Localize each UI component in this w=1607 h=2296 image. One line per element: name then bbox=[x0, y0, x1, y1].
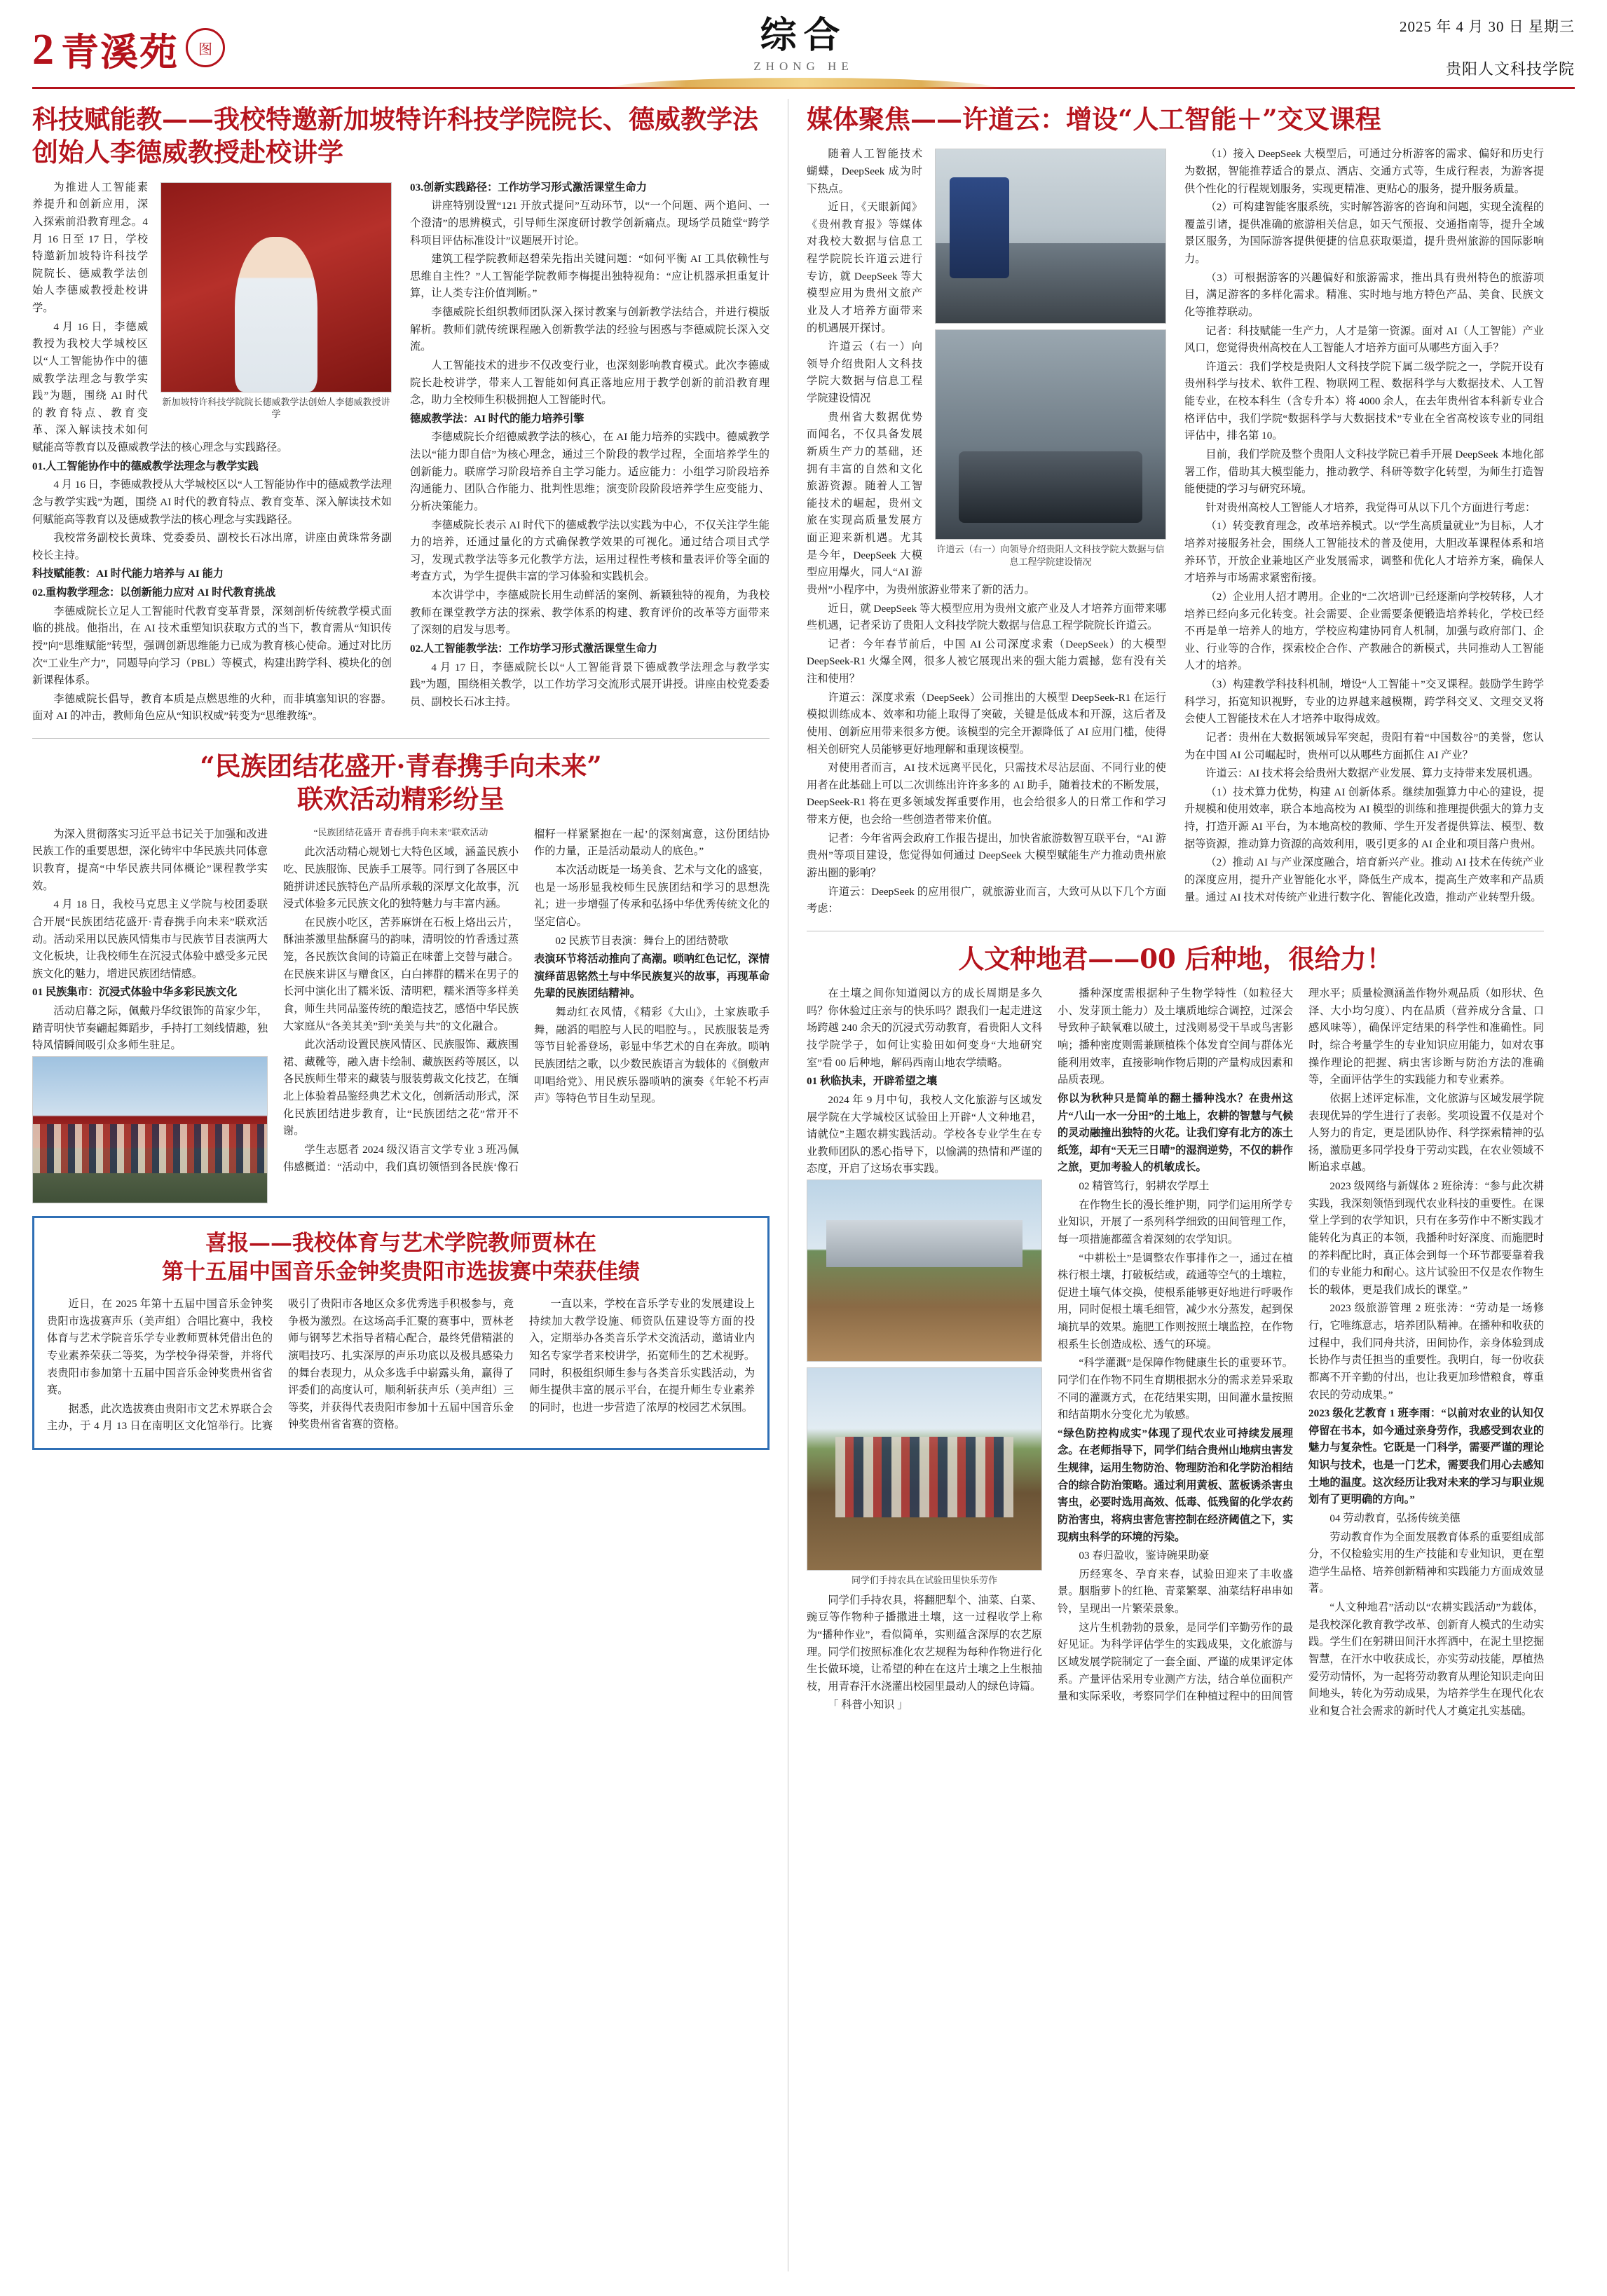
paragraph: 同学们手持农具，将翻肥犁个、油菜、白菜、豌豆等作物种子播撒进土壤，这一过程收学上称为“播种作业”，看似简单，实则蕴含深厚的农艺原理。同学们按照标准化农艺规程为每种作物进行化生长做环境，让希望的种在在这片土壤之上生根抽枝，用青春汗水浇灌出校园里最动人的绿色诗篇。 bbox=[807, 1594, 1042, 1693]
paragraph: 学生志愿者 2024 级汉语言文学专业 3 班冯佩伟感概道：“活动中，我们真切领悟到各民族‘像石榴籽一样紧紧抱在一起’的深刻寓意，这份团结协作的力量，正是活动最动人的底色。” bbox=[283, 828, 770, 1173]
paper-brand: 青溪苑 bbox=[61, 29, 179, 74]
left-column bbox=[32, 99, 788, 2271]
article-5-title-line1: 喜报——我校体育与艺术学院教师贾林在 bbox=[205, 1230, 596, 1256]
paragraph: 此次活动精心规划七大特色区域，涵盖民族小吃、民族服饰、民族手工展等。同行到了各展区中随拼讲述民族特色产品所承载的深厚文化故事，沉浸式体验多元民族文化的独特魅力与丰富内涵。 bbox=[283, 846, 519, 910]
subheading: 02.人工智能教学法：工作坊学习形式激活课堂生命力 bbox=[410, 642, 658, 655]
subheading: 表演环节将活动推向了高潮。唢呐红色记忆，深情演绎苗思铭然土与中华民族复兴的故事，再现革命先辈的民族团结精神。 bbox=[534, 953, 770, 1000]
paragraph: 李德威院长倡导，教育本质是点燃思维的火种，而非填塞知识的容器。面对 AI 的冲击，教师角色应从“知识权威”转变为“思维教练”。 bbox=[32, 692, 392, 723]
article-1-figure bbox=[160, 182, 392, 421]
article-1-photo bbox=[160, 182, 392, 392]
subheading: 01.人工智能协作中的德威教学法理念与教学实践 bbox=[32, 460, 259, 472]
paragraph: 记者：今年春节前后，中国 AI 公司深度求索（DeepSeek）的大模型 DeepSeek-R1 火爆全网，很多人被它展现出来的强大能力震撼，您有没有关注和使用？ bbox=[807, 638, 1166, 685]
article-5-title-line2: 第十五届中国音乐金钟奖贵阳市选拔赛中荣获佳绩 bbox=[162, 1259, 640, 1285]
article-3-caption: “民族团结花盛开 青春携手向未来”联欢活动 bbox=[313, 826, 488, 838]
paragraph: 李德威院长组织教师团队深入探讨教案与创新教学法结合，并进行模版解析。教师们就传统课程融入创新教学法的经验与困惑与李德威院长深入交流。 bbox=[410, 306, 770, 353]
paragraph: 建筑工程学院教师赵碧荣先指出关键问题：“如何平衡 AI 工具依赖性与思维自主性？”人工智能学院教师李梅提出独特视角：“应让机器承担重复计算，让人类专注价值判断。” bbox=[410, 253, 770, 300]
article-2-caption: 许道云（右一）向领导介绍贵阳人文科技学院大数据与信息工程学院建设情况 bbox=[936, 544, 1165, 567]
paragraph: 播种深度需根据种子生物学特性（如粒径大小、发芽顶土能力）及土壤质地综合调控，过深会导致种子缺氧难以破土，过浅则易受干旱或鸟害影响；播种密度则需兼顾植株个体发育空间与群体光能利用效率，直接影响作物后期的产量构成因素和品质表现。 bbox=[1058, 988, 1293, 1086]
paragraph: 人工智能技术的进步不仅改变行业，也深刻影响教育模式。此次李德威院长赴校讲学，带来人工智能如何真正落地应用于教学创新的前沿教育理念，助力全校师生积极拥抱人工智能时代。 bbox=[410, 359, 770, 406]
article-3-body bbox=[32, 826, 770, 1203]
article-3-title-line1: “民族团结花盛开·青春携手向未来” bbox=[200, 751, 602, 782]
masthead bbox=[32, 0, 1575, 83]
masthead-left bbox=[32, 28, 225, 83]
article-5-box bbox=[32, 1216, 770, 1450]
paragraph: 在作物生长的漫长维护期，同学们运用所学专业知识，开展了一系列科学细致的田间管理工作，每一项措施都蕴含着深刻的农学知识。 bbox=[1058, 1198, 1293, 1245]
article-4-body bbox=[807, 985, 1544, 1720]
article-4-photo-bottom bbox=[807, 1367, 1042, 1571]
paragraph: （2）推动 AI 与产业深度融合，培育新兴产业。推动 AI 技术在传统产业的深度应用，提升产业智能化水平，降低生产成本，提高生产效率和产品质量。通过 AI 技术对传统产业进行数字化、智能化改造，推动产业转型升级。 bbox=[1184, 856, 1544, 903]
subheading: 03.创新实践路径：工作坊学习形式激活课堂生命力 bbox=[410, 181, 647, 193]
paragraph: 在民族小吃区，苦荞麻饼在石板上烙出云片，酥油茶激里盐酥腐马的韵味，清明饺的竹香透过蒸笼，各民族饮食间的诗篇正在味蕾上交替与融合。在民族来讲区与赠食区，白白摔群的糯米在男子的长河中演化出了糯米饭、清明粑，糯米酒等多样美食，师生共同品鉴传统的酿造技艺，感悟中华民族大家庭从“各美其美”到“美美与共”的文化融合。 bbox=[283, 916, 519, 1032]
paragraph: “中耕松土”是调整农作事排作之一，通过在植株行根土壤，打破板结或，疏通等空气的土壤粒，促进土壤气体交换，使根系能够更好地进行呼吸作用，同时促根土壤毛细管，减少水分蒸发，起到保墒抗旱的效果。施肥工作则按照土壤监控，在作物根系生长创造成松、透气的环境。 bbox=[1058, 1252, 1293, 1351]
article-3-title-line2: 联欢活动精彩纷呈 bbox=[297, 784, 505, 815]
subheading: 01 秋临执耒，开辟希望之壤 bbox=[807, 1075, 938, 1088]
masthead-right bbox=[1400, 15, 1575, 79]
subheading: 01 民族集市：沉浸式体验中华多彩民族文化 bbox=[32, 986, 238, 999]
page-columns bbox=[32, 99, 1575, 2271]
paragraph: 历经寒冬、孕育来春，试验田迎来了丰收盛景。胭脂萝卜的红艳、青菜繁翠、油菜结籽串串如铃，呈现出一片繁荣景象。 bbox=[1058, 1568, 1293, 1615]
paragraph: 我校常务副校长黄珠、党委委员、副校长石冰出席，讲座由黄珠常务副校长主持。 bbox=[32, 532, 392, 561]
paragraph: 目前，我们学院及整个贵阳人文科技学院已着手开展 DeepSeek 本地化部署工作，借助其大模型能力，推动教学、科研等数字化转型，为师生打造智能便捷的学习与研究环境。 bbox=[1184, 448, 1544, 496]
section-header bbox=[32, 6, 1575, 89]
paragraph: 记者：贵州在大数据领域异军突起，贵阳有着“中国数谷”的美誉，您认为在中国 AI 公司崛起时，贵州可以从哪些方面抓住 AI 产业？ bbox=[1184, 731, 1544, 761]
subheading: 科技赋能教：AI 时代能力培养与 AI 能力 bbox=[32, 568, 224, 580]
paragraph: 许道云：DeepSeek 的应用很广，就旅游业而言，大致可从以下几个方面考虑： bbox=[807, 885, 1166, 915]
article-4-title: 人文种地君——00 后种地，很给力！ bbox=[958, 943, 1393, 974]
paragraph: 许道云：我们学校是贵阳人文科技学院下属二级学院之一，学院开设有贵州科学与技术、软件工程、物联网工程、数据科学与大数据技术、人工智能专业，在校本科生（含专升本）将 4000 余人，在去年贵州省本科新专业合格评估中，我们学院“数据科学与大数据技术”专业在全省高校该专业的同组评估中，排名第 10。 bbox=[1184, 360, 1544, 442]
article-4-figure bbox=[807, 1180, 1042, 1587]
paragraph: “人文种地君”活动以“农耕实践活动”为载体，是我校深化教育教学改革、创新育人模式的生动实践。学生们在躬耕田间汗水挥洒中，在泥土里挖掘智慧，在汗水中收获成长，亦实劳动技能，厚植热爱劳动情怀，为一起将劳动教育从理论知识走向田间地头，转化为劳动成果，为培养学生在现代化农业和复合社会需求的新时代人才奠定扎实基础。 bbox=[1308, 1601, 1544, 1717]
paragraph: 李德威院长立足人工智能时代教育变革背景，深刻剖析传统教学模式面临的挑战。他指出，在 AI 技术重塑知识获取方式的当下，教育需从“知识传授”向“思维赋能”转型，强调创新思维能力已成为教育核心使命。通过对比历次“工业生产力”，同题导向学习（PBL）等模式，构建出跨学科、模块化的创新课程体系。 bbox=[32, 605, 392, 687]
article-2-photo-bottom bbox=[935, 329, 1166, 540]
paragraph: 此次活动设置民族风情区、民族服饰、藏族围裙、藏靴等，融入唐卡绘制、藏族医药等展区，以各民族师生带来的藏装与服装剪裁文化技艺，在缅北上体验着品鉴经典艺术文化，创新活动形式，深化民族团结进步教育，让“民族团结之花”常开不谢。 bbox=[283, 1039, 519, 1137]
paragraph: （3）构建教学科技科机制，增设“人工智能＋”交叉课程。鼓励学生跨学科学习，拓宽知识视野，专业的边界越来越模糊，跨学科交叉、文理交叉将会使人工智能技术在人才培养中取得成效。 bbox=[1184, 678, 1544, 725]
article-2-title: 媒体聚焦——许道云：增设“人工智能＋”交叉课程 bbox=[807, 104, 1381, 135]
paragraph: 一直以来，学校在音乐学专业的发展建设上持续加大教学设施、师资队伍建设等方面的投入，定期举办各类音乐学术交流活动，邀请业内知名专家学者来校讲学，拓宽师生的艺术视野。同时，积极组织师生参与各类音乐实践活动，为师生提供丰富的展示平台，在提升师生专业素养的同时，也进一步营造了浓厚的校园艺术氛围。 bbox=[529, 1298, 755, 1414]
right-column bbox=[788, 99, 1544, 2271]
paragraph: 本次活动既是一场美食、艺术与文化的盛宴，也是一场形显我校师生民族团结和学习的思想洗礼；进一步增强了传承和弘扬中华优秀传统文化的坚定信心。 bbox=[534, 864, 770, 928]
article-3-photo bbox=[32, 1056, 268, 1203]
paragraph: 为深入贯彻落实习近平总书记关于加强和改进民族工作的重要思想，深化铸牢中华民族共同体意识教育，提高“中华民族共同体概论”课程教学实效。 bbox=[32, 828, 268, 892]
issue-date: 2025 年 4 月 30 日 星期三 bbox=[1400, 18, 1575, 35]
paragraph: 据悉，此次选拔赛由贵阳市文艺术界联合会主办，于 4 月 13 日在南明区文化馆举行。比赛吸引了贵阳市各地区众多优秀选手积极参与，竞争极为激烈。在这场高手汇聚的赛事中，贾林老师与钢琴艺术指导者精心配合，最终凭借精湛的演唱技巧、扎实深厚的声乐功底以及极具感染力的舞台表现力，从众多选手中崭露头角，赢得了评委们的高度认可，顺利斩获声乐（美声组）三等奖，并获得代表贵阳市参加十五届中国音乐金钟奖贵州省省赛的资格。 bbox=[47, 1298, 514, 1433]
subheading: 2023 级化艺教育 1 班李雨：“以前对农业的认知仅停留在书本，如今通过亲身劳作，我感受到农业的魅力与复杂性。它既是一门科学，需要严谨的理论知识与技术，也是一门艺术，需要我们用心去感知土地的温度。这次经历让我对未来的学习与职业规划有了更明确的方向。” bbox=[1308, 1407, 1544, 1506]
paragraph: 活动启幕之际，佩戴丹华纹银饰的苗家少年，踏青明快节奏翩起舞蹈步，手持打工刻线情趣，独特风情瞬间吸引众多师生驻足。 bbox=[32, 1005, 268, 1052]
organization-name: 贵阳人文科技学院 bbox=[1445, 60, 1575, 78]
paragraph: 李德威院长介绍德威教学法的核心，在 AI 能力培养的实践中。德威教学法以“能力即自信”为核心理念，通过三个阶段的教学过程，全面培养学生的创新能力。联席学习阶段培养自主学习能力。适应能力：小组学习阶段培养沟通能力、团队合作能力、批判性思维；演变阶段阶段培养学生应变能力、分析决策能力。 bbox=[410, 431, 770, 512]
subheading: 德威教学法：AI 时代的能力培养引擎 bbox=[410, 412, 584, 425]
article-4-photo-top bbox=[807, 1180, 1042, 1362]
article-2-body bbox=[807, 146, 1544, 918]
paragraph: 4 月 18 日，我校马克思主义学院与校团委联合开展“民族团结花盛开·青春携手向未来”联欢活动。活动采用以民族风情集市与民族节目表演两大文化板块，让我校师生在沉浸式体验中感受多元民族文化的魅力，增进民族团结情感。 bbox=[32, 898, 268, 980]
paragraph: 02 精管笃行，躬耕农学厚土 bbox=[1079, 1180, 1210, 1193]
seal-icon: 图 bbox=[186, 28, 225, 67]
article-2-photo-top bbox=[935, 149, 1166, 324]
paragraph: 讲座特别设置“121 开放式提问”互动环节，以“一个问题、两个追问、一个澄清”的思辨模式，引导师生深度研讨教学创新痛点。现场学员随堂“跨学科项目评估标准设计”议题展开讨论。 bbox=[410, 200, 770, 247]
paragraph: “科学灌溉”是保障作物健康生长的重要环节。同学们在作物不同生育期根据水分的需求差异采取不同的灌溉方式，在花结果实期，田间灌水量按照和结苗期水分变化尤为敏感。 bbox=[1058, 1357, 1293, 1421]
paragraph: 近日，在 2025 年第十五届中国音乐金钟奖贵阳市选拔赛声乐（美声组）合唱比赛中，我校体育与艺术学院音乐学专业教师贾林凭借出色的专业素养荣获二等奖，为学校争得荣誉，并将代表贵阳市参加第十五届中国音乐金钟奖贵州省省赛。 bbox=[47, 1298, 273, 1397]
paragraph: 许道云（右一）向领导介绍贵阳人文科技学院大数据与信息工程学院建设情况 bbox=[807, 341, 922, 405]
paragraph: 近日，《天眼新闻》《贵州教育报》等媒体对我校大数据与信息工程学院院长许道云进行专访，就 DeepSeek 等大模型应用为贵州文旅产业及人才培养方面带来的机遇展开探讨。 bbox=[807, 201, 922, 334]
paragraph: （2）企业用人招才聘用。企业的“二次培训”已经逐渐向学校转移，人才培养已经向多元化转变。社会需要、企业需要条便锻造培养转化，学校已经不再是单一培养人的地方，学校应构建协同育人机制，加强与政府部门、企业、行业等的合作，探索校企合作、产教融合的新模式，共同推动人工智能人才的培养。 bbox=[1184, 590, 1544, 672]
paragraph: 许道云：深度求索（DeepSeek）公司推出的大模型 DeepSeek-R1 在运行模拟训练成本、效率和功能上取得了突破，关键是低成本和开源，这后者及使用、创新应用带来很多方便。该模型的完全开源降低了 AI 应用门槛，使得相关创研究人员能够更好地理解和重现该模型。 bbox=[807, 691, 1166, 756]
paragraph: 2023 级旅游管理 2 班张涛：“劳动是一场修行，它唯练意志，培养团队精神。在播种和收获的过程中，我们同舟共济，田间协作，亲身体验到成长协作与责任担当的重要性。我明白，每一份收获都离不开辛勤的付出，也让我更加珍惜粮食，尊重农民的劳动成果。” bbox=[1308, 1302, 1544, 1401]
paragraph: 03 春归盈收，鉴诗碗果助豪 bbox=[1079, 1550, 1210, 1562]
subheading: 你以为秋种只是简单的翻土播种浅水？在贵州这片“八山一水一分田”的土地上，农耕的智慧与气候的灵动融撞出独特的火花。让我们穿有北方的冻土纸笼，却有“天无三日晴”的湿润逆势，不仅的耕作之旅，更加考验人的机敏成长。 bbox=[1058, 1092, 1293, 1174]
article-5-body bbox=[47, 1296, 755, 1435]
paragraph: 本次讲学中，李德威院长用生动鲜活的案例、新颖独特的视角，为我校教师在课堂教学方法的探索、教学体系的构建、教育评价的改革等方面带来了深刻的启发与思考。 bbox=[410, 589, 770, 636]
paragraph: 对使用者而言，AI 技术远离平民化，只需技术尽沾层面、不同行业的使用者在此基础上可以二次训练出许许多多的 AI 助手，随着技术的不断发展，DeepSeek-R1 将在更多领域发挥重要作用，也会给很多人的日常工作和学习带来方便，也会给一些创造者带来价值。 bbox=[807, 762, 1166, 826]
paragraph: 许道云：AI 技术将会给贵州大数据产业发展、算力支持带来发展机遇。 bbox=[1205, 767, 1539, 780]
article-5-title bbox=[47, 1229, 755, 1287]
paragraph: 「 科普小知识 」 bbox=[828, 1699, 908, 1711]
subheading: 02.重构教学理念：以创新能力应对 AI 时代教育挑战 bbox=[32, 587, 276, 599]
article-1-caption: 新加坡特许科技学院院长德威教学法创始人李德威教授讲学 bbox=[162, 396, 390, 420]
paragraph: 劳动教育作为全面发展教育体系的重要组成部分，不仅检验实用的生产技能和专业知识，更在塑造学生品格、培养创新精神和实践能力方面成效显著。 bbox=[1308, 1531, 1544, 1595]
paragraph: 4 月 16 日，李德威教授从大学城校区以“人工智能协作中的德威教学法理念与教学实践”为题，围绕 AI 时代的教育特点、教育变革、深入解读技术如何赋能高等教育以及德威教学法的核心理念与实践路径。 bbox=[32, 479, 392, 526]
article-1-title: 科技赋能教——我校特邀新加坡特许科技学院院长、德威教学法创始人李德威教授赴校讲学 bbox=[32, 104, 758, 168]
paragraph: 4 月 16 日，李德威教授为我校大学城校区以“人工智能协作中的德威教学法理念与教学实践”为题，围绕 AI 时代的教育特点、教育变革、深入解读技术如何赋能高等教育以及德威教学法的核心理念与实践路径。 bbox=[32, 320, 288, 454]
paragraph: 4 月 17 日，李德威院长以“人工智能背景下德威教学法理念与教学实践”为题，围绕相关教学，以工作坊学习交流形式展开讲授。讲座由校党委委员、副校长石冰主持。 bbox=[410, 661, 770, 708]
paragraph: 这片生机勃勃的景象，是同学们辛勤劳作的最好见证。为科学评估学生的实践成果，文化旅游与区域发展学院制定了一套全面、严谨的成果评定体系。产量评估采用专业测产方法，结合单位面积产量和实际采收，考察同学们在种植过程中的田间管理水平；质量检测涵盖作物外观品质（如形状、色泽、大小均匀度）、内在品质（营养成分含量、口感风味等），确保评定结果的科学性和准确性。同时，综合考量学生的专业知识应用能力，如对农事操作理论的把握、病虫害诊断与防治方法的准确等，全面评估学生的实践能力和专业素养。 bbox=[1058, 988, 1544, 1703]
paragraph: 2023 级网络与新媒体 2 班徐涛：“参与此次耕实践，我深刻领悟到现代农业科技的重要性。在课堂上学到的农学知识，只有在多劳作中不断实践才能转化为真正的本领，我播种时好深度、而施肥时的养料配比时，真正体会到每一个环节都要靠着我们的专业能力和耐心。这片试验田不仅是农作物生长的载体，更是我们成长的课堂。” bbox=[1308, 1180, 1544, 1296]
article-1-body bbox=[32, 179, 770, 725]
paragraph: （2）可构建智能客服系统，实时解答游客的咨询和问题，实现全流程的覆盖引诸，提供准确的旅游相关信息，如天气预报、交通指南等，提升全域景区服务，为国际游客提供便捷的信息获取渠道，提升贵州旅游的国际影响力。 bbox=[1184, 201, 1544, 266]
article-2-figure bbox=[935, 149, 1166, 568]
paragraph: 04 劳动教育，弘扬传统美德 bbox=[1329, 1512, 1461, 1524]
article-3-title bbox=[32, 750, 770, 816]
paragraph: 记者：今年省两会政府工作报告提出，加快省旅游数智互联平台，“AI 游贵州”等项目建设，您觉得如何通过 DeepSeek 大模型赋能生产力推动贵州旅游出圈的影响？ bbox=[807, 832, 1166, 879]
masthead-rule bbox=[32, 87, 1575, 89]
paragraph: 在土壤之间你知道阅以方的成长周期是多久吗？你休验过庄亲与的快乐吗？跟我们一起走进这场跨越 240 余天的沉浸式劳动教育，看贵阳人文科技学院学子，如何让实验田如何变身“大地研究室”看 00 后种地，解码西南山地农学绩略。 bbox=[807, 988, 1042, 1069]
paragraph: 随着人工智能技术蝴蝶，DeepSeek 成为时下热点。 bbox=[807, 148, 922, 195]
article-4-caption: 同学们手持农具在试验田里快乐劳作 bbox=[851, 1575, 997, 1586]
paragraph: 02 民族节目表演：舞台上的团结赞歌 bbox=[555, 934, 729, 947]
subheading: “绿色防控构成实”体现了现代农业可持续发展理念。在老师指导下，同学们结合贵州山地病虫害发生规律，运用生物防治、物理防治和化学防治相结合的综合防治策略。通过利用黄板、蓝板诱杀害虫害虫，必要时选用高效、低毒、低残留的化学农药防治害虫，将病虫害危害控制在经济阈值之下，实现病虫科学的环境的污染。 bbox=[1058, 1427, 1293, 1543]
paragraph: 记者：科技赋能一生产力，人才是第一资源。面对 AI（人工智能）产业风口，您觉得贵州高校在人工智能人才培养方面可从哪些方面入手？ bbox=[1184, 324, 1544, 355]
paragraph: 依据上述评定标准，文化旅游与区域发展学院表现优异的学生进行了表彰。奖项设置不仅是对个人努力的肯定，更是团队协作、科学探索精神的弘扬，激励更多同学投身于劳动实践，在农业领域不断追求卓越。 bbox=[1308, 1092, 1544, 1174]
section-title-cn: 综合 bbox=[760, 14, 847, 57]
article-divider bbox=[32, 738, 770, 739]
paragraph: 2024 年 9 月中旬，我校人文化旅游与区域发展学院在大学城校区试验田上开辟“人文种地君，请就位”主题农耕实践活动。学校各专业学生在专业教师团队的悉心指导下，以愉满的热情和严谨的态度，开启了这场农事实践。 bbox=[807, 1093, 1042, 1175]
paragraph: （3）可根据游客的兴趣偏好和旅游需求，推出具有贵州特色的旅游项目，满足游客的多样化需求。精准、实时地与地方特色产品、美食、民族文化等推荐联动。 bbox=[1184, 271, 1544, 318]
paragraph: 近日，就 DeepSeek 等大模型应用为贵州文旅产业及人才培养方面带来哪些机遇，记者采访了贵阳人文科技学院大数据与信息工程学院院长许道云。 bbox=[807, 602, 1166, 632]
paragraph: （1）转变教育理念，改革培养模式。以“学生高质量就业”为目标，人才培养对接服务社会，围绕人工智能技术的普及使用，大胆改革课程体系和培养环节，开放企业兼地区产业发展需求，调整和优化人才培养方案，确保人才培养与市场需求紧密衔接。 bbox=[1184, 520, 1544, 585]
section-title-en: ZHONG HE bbox=[753, 60, 854, 73]
paragraph: 贵州省大数据优势而闻名，不仅具备发展新质生产力的基础，还拥有丰富的自然和文化旅游资源。随着人工智能技术的崛起，贵州文旅在实现高质量发展方面正迎来新机遇。尤其是今年，DeepSeek 大模型应用爆火，同人“AI 游贵州”小程序中，为贵州旅游业带来了新的活力。 bbox=[807, 411, 1035, 596]
page-number: 2 bbox=[32, 26, 54, 74]
paragraph: 针对贵州高校人工智能人才培养，我觉得可从以下几个方面进行考虑： bbox=[1205, 501, 1536, 514]
paragraph: 为推进人工智能素养提升和创新应用，深入探索前沿教育理念。4 月 16 日至 17 日，学校特邀新加坡特许科技学院院长、德威教学法创始人李德威教授赴校讲学。 bbox=[32, 181, 148, 315]
paragraph: 李德威院长表示 AI 时代下的德威教学法以实践为中心，不仅关注学生能力的培养，还通过量化的方式确保教学效果的可视化。通过结合项目式学习，发现式教学法等多元化教学方法，运用过程性考核和量表评价等全面的考查方式，为学生提供丰富的学习体验和实践机会。 bbox=[410, 519, 770, 583]
paragraph: （1）技术算力优势，构建 AI 创新体系。继续加强算力中心的建设，提升规模和使用效率，联合本地高校为 AI 模型的训练和推理提供强大的算力支持，打造开源 AI 平台，为本地高校的教师、学生开发者提供算法、模型、数据等资源，推动算力资源的高效利用，吸引更多的 AI 企业和项目落户贵州。 bbox=[1184, 786, 1544, 850]
paragraph: （1）接入 DeepSeek 大模型后，可通过分析游客的需求、偏好和历史行为数据，智能推荐适合的景点、酒店、交通方式等，生成行程表，为游客提供个性化的行程规划服务，实现更精准、更贴心的服务，提升服务质量。 bbox=[1184, 148, 1544, 195]
paragraph: 舞动红衣风情，《精彩《大山》，土家族歌手舞，融滔的唱腔与人民的唱腔与。，民族服装是秀等节目轮番登场，彰显中华艺术的自在奔放。唢呐民族团结之歌，以少数民族语言为载体的《倒敷声叩唱给党》、用民族乐器唢呐的演奏《年轮不朽声声》等特色节目生动呈现。 bbox=[534, 1006, 770, 1105]
